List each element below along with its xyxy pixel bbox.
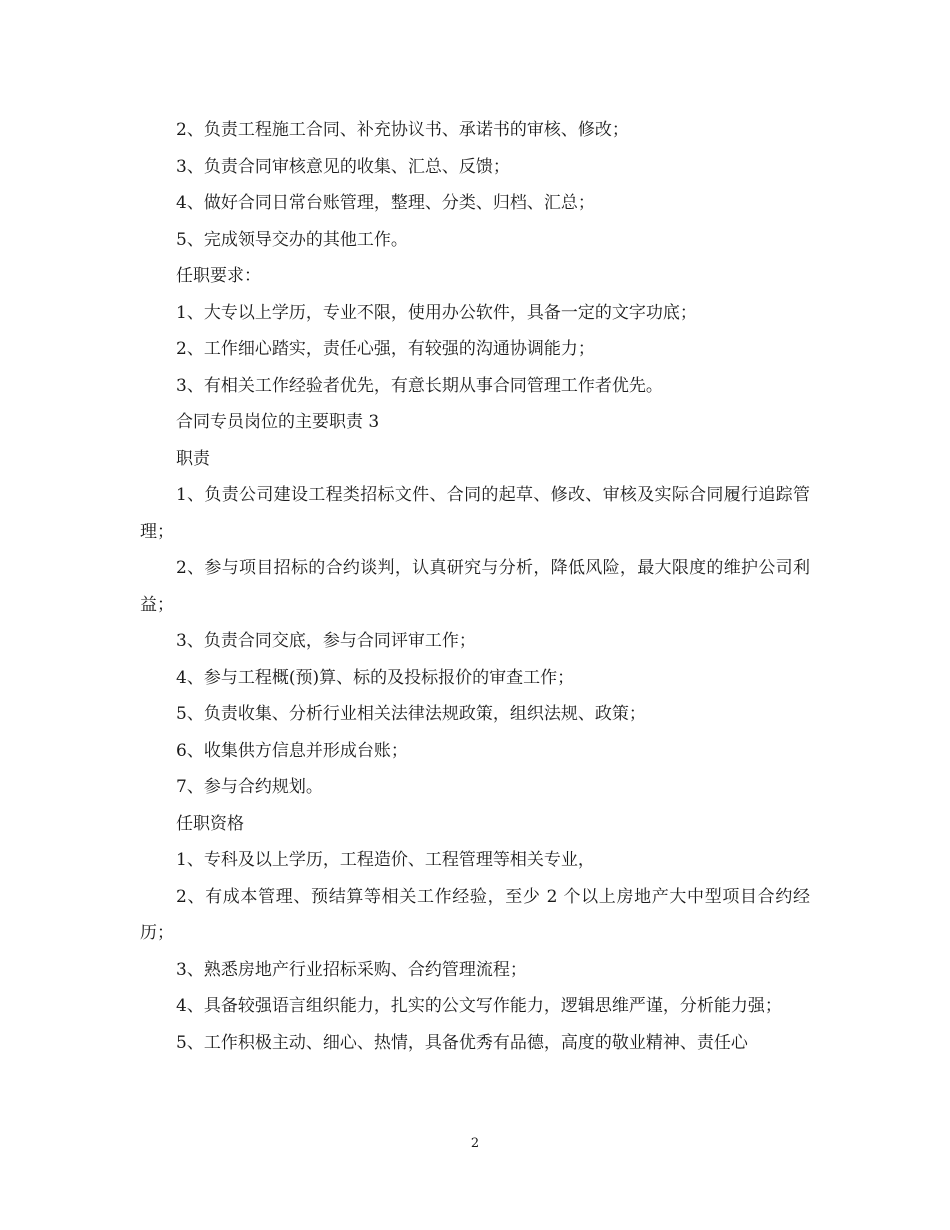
page-number: 2 xyxy=(470,1136,480,1151)
paragraph: 4、具备较强语言组织能力，扎实的公文写作能力，逻辑思维严谨，分析能力强； xyxy=(176,996,782,1016)
paragraph: 4、做好合同日常台账管理，整理、分类、归档、汇总； xyxy=(176,193,595,213)
paragraph: 2、参与项目招标的合约谈判，认真研究与分析，降低风险，最大限度的维护公司利益； xyxy=(140,558,810,615)
paragraph: 1、负责公司建设工程类招标文件、合同的起草、修改、审核及实际合同履行追踪管理； xyxy=(140,485,810,542)
paragraph: 7、参与合约规划。 xyxy=(176,777,323,797)
section-heading: 任职资格 xyxy=(176,813,244,834)
paragraph: 2、负责工程施工合同、补充协议书、承诺书的审核、修改； xyxy=(176,120,629,140)
section-title: 合同专员岗位的主要职责 3 xyxy=(176,412,380,432)
section-heading: 任职要求： xyxy=(176,266,261,286)
paragraph: 3、负责合同审核意见的收集、汇总、反馈； xyxy=(176,156,510,177)
paragraph: 5、完成领导交办的其他工作。 xyxy=(176,229,408,250)
paragraph: 5、负责收集、分析行业相关法律法规政策，组织法规、政策； xyxy=(176,704,646,724)
paragraph: 5、工作积极主动、细心、热情，具备优秀有品德，高度的敬业精神、责任心 xyxy=(176,1032,748,1053)
paragraph: 2、有成本管理、预结算等相关工作经验，至少 2 个以上房地产大中型项目合约经历； xyxy=(140,886,810,943)
paragraph: 3、熟悉房地产行业招标采购、合约管理流程； xyxy=(176,959,527,980)
section-heading: 职责 xyxy=(176,448,210,469)
paragraph: 4、参与工程概(预)算、标的及投标报价的审查工作； xyxy=(176,667,575,688)
paragraph: 1、大专以上学历，专业不限，使用办公软件，具备一定的文字功底； xyxy=(176,302,697,323)
paragraph: 6、收集供方信息并形成台账； xyxy=(176,740,408,761)
paragraph: 3、负责合同交底，参与合同评审工作； xyxy=(176,631,476,651)
paragraph: 2、工作细心踏实，责任心强，有较强的沟通协调能力； xyxy=(176,339,595,359)
paragraph: 1、专科及以上学历，工程造价、工程管理等相关专业， xyxy=(176,850,595,870)
paragraph: 3、有相关工作经验者优先，有意长期从事合同管理工作者优先。 xyxy=(176,375,663,396)
document-body xyxy=(140,112,810,1061)
